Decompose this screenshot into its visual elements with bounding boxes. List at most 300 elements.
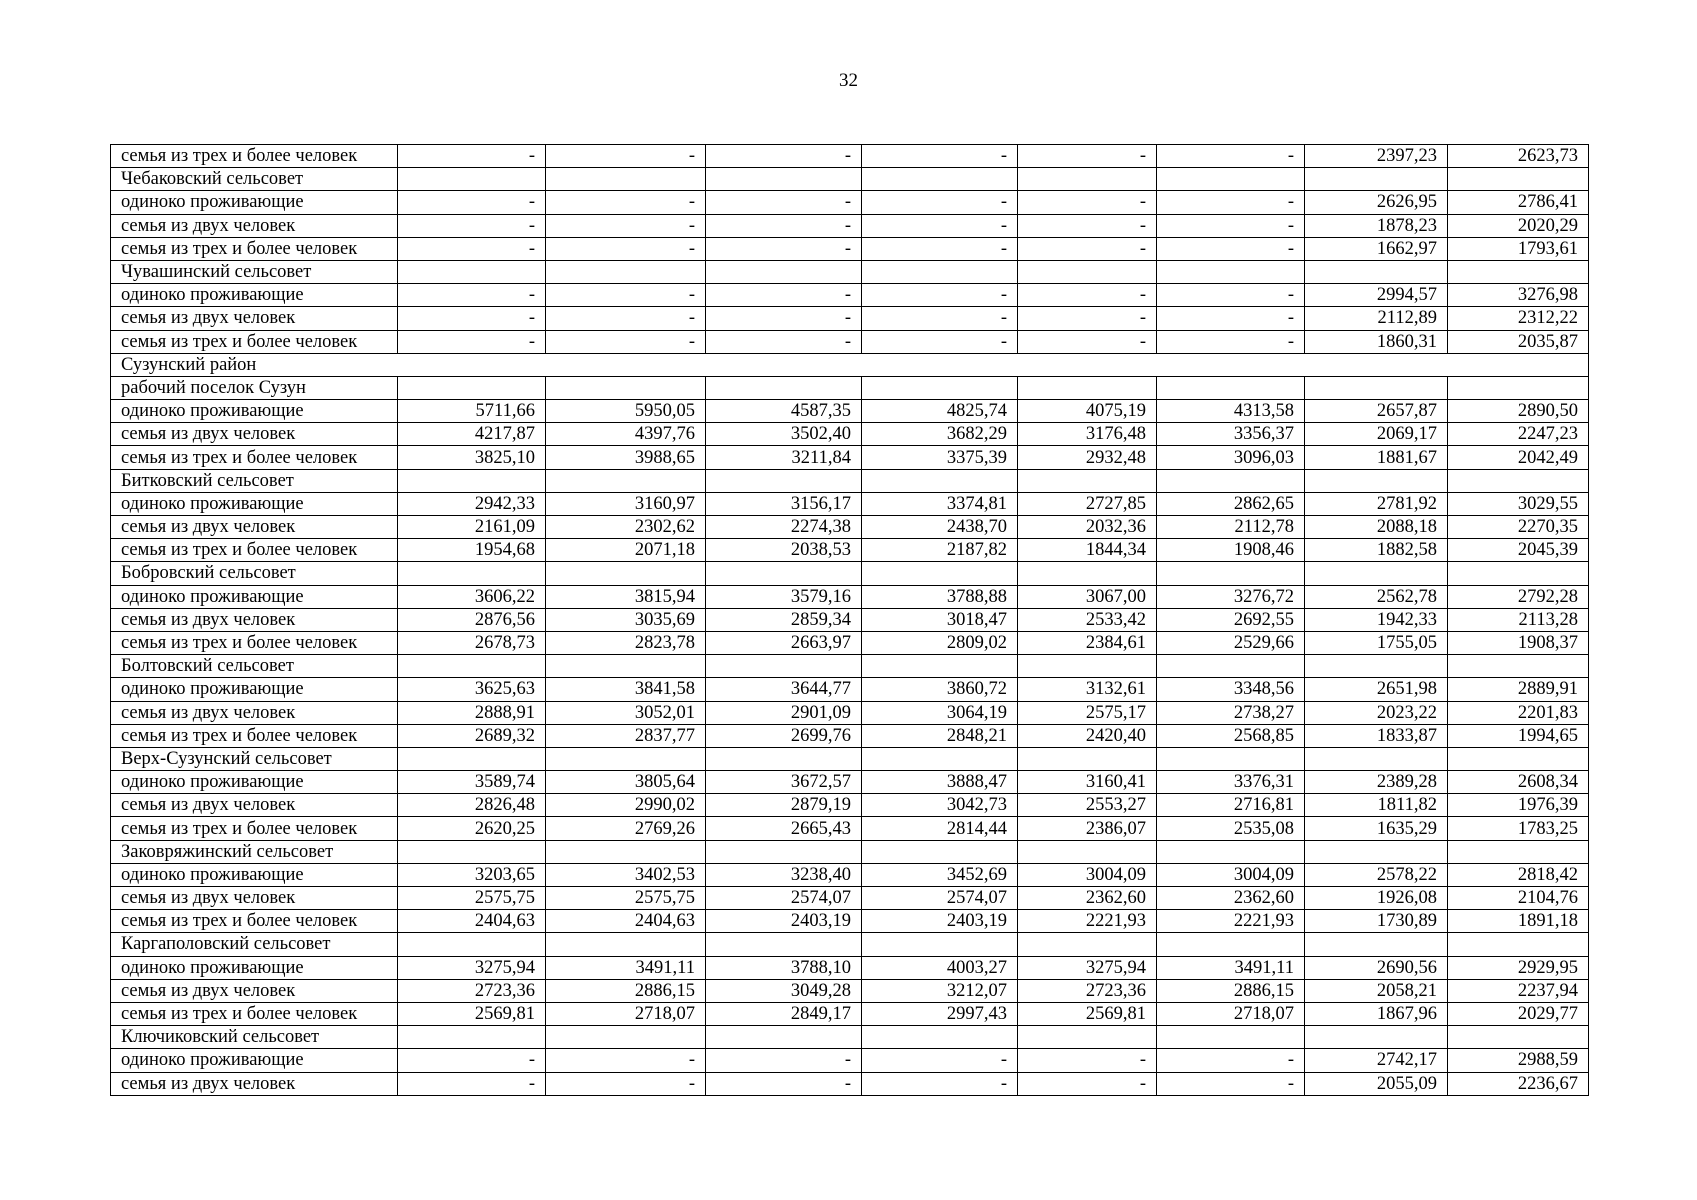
value-cell: -	[862, 237, 1018, 260]
value-cell: 2837,77	[546, 724, 706, 747]
value-cell: 2809,02	[862, 631, 1018, 654]
value-cell: 2045,39	[1448, 539, 1589, 562]
value-cell: 2879,19	[706, 794, 862, 817]
table-row	[111, 168, 1589, 191]
value-cell: 3356,37	[1157, 423, 1305, 446]
value-cell: 3052,01	[546, 701, 706, 724]
value-cell: 1881,67	[1305, 446, 1448, 469]
value-cell: 2113,28	[1448, 608, 1589, 631]
value-cell: -	[706, 284, 862, 307]
value-cell: 4313,58	[1157, 400, 1305, 423]
value-cell	[546, 562, 706, 585]
value-cell: -	[1018, 237, 1157, 260]
value-cell	[1305, 933, 1448, 956]
value-cell	[1157, 747, 1305, 770]
value-cell: -	[706, 145, 862, 168]
value-cell	[398, 376, 546, 399]
row-label: Сузунский район	[111, 353, 1589, 376]
row-label: семья из двух человек	[111, 516, 398, 539]
value-cell: -	[862, 145, 1018, 168]
value-cell: 2886,15	[546, 979, 706, 1002]
value-cell	[546, 933, 706, 956]
value-cell: 3825,10	[398, 446, 546, 469]
value-cell: 2859,34	[706, 608, 862, 631]
value-cell	[1157, 260, 1305, 283]
value-cell: -	[398, 307, 546, 330]
table-row	[111, 817, 1589, 840]
value-cell	[398, 747, 546, 770]
table-row	[111, 446, 1589, 469]
value-cell: 2187,82	[862, 539, 1018, 562]
table-row	[111, 400, 1589, 423]
table-row	[111, 353, 1589, 376]
row-label: семья из трех и более человек	[111, 910, 398, 933]
value-cell: 3035,69	[546, 608, 706, 631]
value-cell: 2112,78	[1157, 516, 1305, 539]
value-cell: 2438,70	[862, 516, 1018, 539]
value-cell: 2533,42	[1018, 608, 1157, 631]
value-cell: 3067,00	[1018, 585, 1157, 608]
value-cell	[1305, 1026, 1448, 1049]
value-cell	[706, 655, 862, 678]
value-cell: 3682,29	[862, 423, 1018, 446]
value-cell: 2575,75	[398, 887, 546, 910]
value-cell	[1018, 933, 1157, 956]
value-cell: 3004,09	[1157, 863, 1305, 886]
value-cell: 2786,41	[1448, 191, 1589, 214]
value-cell: 2042,49	[1448, 446, 1589, 469]
table-row	[111, 1002, 1589, 1025]
value-cell: 1811,82	[1305, 794, 1448, 817]
value-cell	[1018, 168, 1157, 191]
value-cell: 2692,55	[1157, 608, 1305, 631]
value-cell	[1305, 562, 1448, 585]
value-cell: 2699,76	[706, 724, 862, 747]
value-cell	[862, 1026, 1018, 1049]
value-cell: 2029,77	[1448, 1002, 1589, 1025]
table-row	[111, 771, 1589, 794]
value-cell: -	[706, 1049, 862, 1072]
value-cell: 3049,28	[706, 979, 862, 1002]
value-cell	[1018, 260, 1157, 283]
value-cell: -	[862, 330, 1018, 353]
table-row	[111, 933, 1589, 956]
value-cell: 4003,27	[862, 956, 1018, 979]
value-cell: 1942,33	[1305, 608, 1448, 631]
value-cell: -	[1157, 307, 1305, 330]
value-cell: 2386,07	[1018, 817, 1157, 840]
value-cell	[706, 933, 862, 956]
value-cell: 2104,76	[1448, 887, 1589, 910]
row-label: семья из трех и более человек	[111, 1002, 398, 1025]
table-row	[111, 423, 1589, 446]
value-cell: -	[862, 307, 1018, 330]
value-cell: 3029,55	[1448, 492, 1589, 515]
value-cell: -	[862, 1072, 1018, 1095]
value-cell: 2876,56	[398, 608, 546, 631]
value-cell: 3815,94	[546, 585, 706, 608]
value-cell	[862, 840, 1018, 863]
value-cell: 3452,69	[862, 863, 1018, 886]
row-label: одиноко проживающие	[111, 1049, 398, 1072]
value-cell: 1662,97	[1305, 237, 1448, 260]
value-cell: 2890,50	[1448, 400, 1589, 423]
value-cell: 3888,47	[862, 771, 1018, 794]
row-label: семья из двух человек	[111, 887, 398, 910]
row-label: семья из двух человек	[111, 794, 398, 817]
value-cell: 3672,57	[706, 771, 862, 794]
value-cell: 3376,31	[1157, 771, 1305, 794]
value-cell: 3096,03	[1157, 446, 1305, 469]
value-cell: 2723,36	[1018, 979, 1157, 1002]
value-cell	[1157, 562, 1305, 585]
value-cell: 4217,87	[398, 423, 546, 446]
value-cell	[1305, 376, 1448, 399]
value-cell	[862, 376, 1018, 399]
value-cell: 1908,46	[1157, 539, 1305, 562]
value-cell: 2032,36	[1018, 516, 1157, 539]
value-cell: 2535,08	[1157, 817, 1305, 840]
value-cell: 2403,19	[706, 910, 862, 933]
table-row	[111, 655, 1589, 678]
value-cell	[398, 469, 546, 492]
table-row	[111, 701, 1589, 724]
value-cell	[1448, 469, 1589, 492]
value-cell	[546, 260, 706, 283]
value-cell	[398, 655, 546, 678]
value-cell: -	[398, 191, 546, 214]
table-row	[111, 863, 1589, 886]
value-cell: 2020,29	[1448, 214, 1589, 237]
value-cell: 2620,25	[398, 817, 546, 840]
value-cell: 5950,05	[546, 400, 706, 423]
row-label: семья из трех и более человек	[111, 446, 398, 469]
row-label: одиноко проживающие	[111, 585, 398, 608]
table-row	[111, 376, 1589, 399]
row-label: Чувашинский сельсовет	[111, 260, 398, 283]
value-cell	[1448, 1026, 1589, 1049]
value-cell	[1448, 747, 1589, 770]
value-cell: 2716,81	[1157, 794, 1305, 817]
value-cell: -	[1018, 284, 1157, 307]
value-cell: 3491,11	[546, 956, 706, 979]
value-cell	[862, 747, 1018, 770]
value-cell: 2274,38	[706, 516, 862, 539]
value-cell: 2055,09	[1305, 1072, 1448, 1095]
value-cell	[1448, 562, 1589, 585]
value-cell: -	[706, 307, 862, 330]
value-cell: -	[1018, 145, 1157, 168]
row-label: одиноко проживающие	[111, 191, 398, 214]
value-cell: 2112,89	[1305, 307, 1448, 330]
value-cell: 2529,66	[1157, 631, 1305, 654]
value-cell	[1018, 562, 1157, 585]
row-label: одиноко проживающие	[111, 956, 398, 979]
value-cell	[1448, 168, 1589, 191]
value-cell	[398, 260, 546, 283]
value-cell: 1976,39	[1448, 794, 1589, 817]
value-cell	[398, 933, 546, 956]
value-cell: -	[706, 330, 862, 353]
value-cell: 2071,18	[546, 539, 706, 562]
table-row	[111, 724, 1589, 747]
value-cell: 2270,35	[1448, 516, 1589, 539]
value-cell: -	[546, 214, 706, 237]
table-row	[111, 956, 1589, 979]
table-row	[111, 539, 1589, 562]
value-cell	[398, 168, 546, 191]
table-row	[111, 887, 1589, 910]
value-cell: 3788,10	[706, 956, 862, 979]
value-cell: 2889,91	[1448, 678, 1589, 701]
table-row	[111, 631, 1589, 654]
value-cell: -	[1018, 330, 1157, 353]
value-cell	[1157, 840, 1305, 863]
page-number: 32	[839, 70, 858, 91]
value-cell: 3132,61	[1018, 678, 1157, 701]
row-label: семья из двух человек	[111, 214, 398, 237]
value-cell	[1157, 933, 1305, 956]
value-cell: 4075,19	[1018, 400, 1157, 423]
table-row	[111, 1049, 1589, 1072]
value-cell: 2236,67	[1448, 1072, 1589, 1095]
value-cell	[546, 840, 706, 863]
value-cell	[546, 655, 706, 678]
row-label: Ключиковский сельсовет	[111, 1026, 398, 1049]
value-cell	[1448, 933, 1589, 956]
table-row	[111, 678, 1589, 701]
value-cell: 2678,73	[398, 631, 546, 654]
value-cell: 1783,25	[1448, 817, 1589, 840]
row-label: семья из трех и более человек	[111, 330, 398, 353]
value-cell	[398, 840, 546, 863]
value-cell: 3211,84	[706, 446, 862, 469]
value-cell: 1833,87	[1305, 724, 1448, 747]
value-cell: 3644,77	[706, 678, 862, 701]
value-cell: 2823,78	[546, 631, 706, 654]
value-cell	[1157, 376, 1305, 399]
value-cell	[1305, 469, 1448, 492]
value-cell: 3860,72	[862, 678, 1018, 701]
value-cell: 2237,94	[1448, 979, 1589, 1002]
value-cell: 2901,09	[706, 701, 862, 724]
value-cell: -	[1018, 1049, 1157, 1072]
value-cell: 2384,61	[1018, 631, 1157, 654]
value-cell: 2723,36	[398, 979, 546, 1002]
table-row	[111, 794, 1589, 817]
value-cell: 2742,17	[1305, 1049, 1448, 1072]
value-cell: 3042,73	[862, 794, 1018, 817]
row-label: семья из двух человек	[111, 608, 398, 631]
value-cell: 3841,58	[546, 678, 706, 701]
value-cell: 2568,85	[1157, 724, 1305, 747]
value-cell: 3988,65	[546, 446, 706, 469]
value-cell: 2420,40	[1018, 724, 1157, 747]
value-cell	[1157, 469, 1305, 492]
value-cell: 2035,87	[1448, 330, 1589, 353]
value-cell: 2718,07	[1157, 1002, 1305, 1025]
value-cell: 2663,97	[706, 631, 862, 654]
value-cell: -	[398, 1072, 546, 1095]
value-cell: 2038,53	[706, 539, 862, 562]
row-label: семья из двух человек	[111, 423, 398, 446]
table-row	[111, 585, 1589, 608]
value-cell	[706, 260, 862, 283]
value-cell: 3160,97	[546, 492, 706, 515]
value-cell	[862, 260, 1018, 283]
table-row	[111, 516, 1589, 539]
value-cell: 4587,35	[706, 400, 862, 423]
value-cell: 3160,41	[1018, 771, 1157, 794]
value-cell: -	[546, 145, 706, 168]
value-cell: 3018,47	[862, 608, 1018, 631]
value-cell: 2997,43	[862, 1002, 1018, 1025]
value-cell: 2221,93	[1157, 910, 1305, 933]
row-label: Бобровский сельсовет	[111, 562, 398, 585]
value-cell: -	[706, 1072, 862, 1095]
value-cell	[546, 747, 706, 770]
table-row	[111, 608, 1589, 631]
value-cell	[1305, 655, 1448, 678]
value-cell: 2562,78	[1305, 585, 1448, 608]
value-cell: 2988,59	[1448, 1049, 1589, 1072]
value-cell	[1305, 168, 1448, 191]
value-cell: 1755,05	[1305, 631, 1448, 654]
value-cell: 2826,48	[398, 794, 546, 817]
value-cell	[1018, 1026, 1157, 1049]
value-cell	[546, 1026, 706, 1049]
value-cell: 3156,17	[706, 492, 862, 515]
value-cell	[1305, 260, 1448, 283]
value-cell: 2849,17	[706, 1002, 862, 1025]
value-cell: 2994,57	[1305, 284, 1448, 307]
value-cell	[1448, 655, 1589, 678]
table-row	[111, 469, 1589, 492]
value-cell: 2312,22	[1448, 307, 1589, 330]
row-label: семья из двух человек	[111, 1072, 398, 1095]
value-cell	[1157, 1026, 1305, 1049]
value-cell	[546, 376, 706, 399]
value-cell: 1994,65	[1448, 724, 1589, 747]
value-cell: -	[546, 1072, 706, 1095]
value-cell: 2718,07	[546, 1002, 706, 1025]
value-cell: 2575,17	[1018, 701, 1157, 724]
value-cell: -	[1157, 214, 1305, 237]
value-cell: 2161,09	[398, 516, 546, 539]
row-label: семья из трех и более человек	[111, 145, 398, 168]
value-cell: 3004,09	[1018, 863, 1157, 886]
table-row	[111, 979, 1589, 1002]
value-cell: 3176,48	[1018, 423, 1157, 446]
value-cell: 3212,07	[862, 979, 1018, 1002]
table-row	[111, 260, 1589, 283]
value-cell: -	[1157, 330, 1305, 353]
value-cell: 4397,76	[546, 423, 706, 446]
value-cell: 2397,23	[1305, 145, 1448, 168]
value-cell: 2088,18	[1305, 516, 1448, 539]
value-cell: 2389,28	[1305, 771, 1448, 794]
value-cell: 3375,39	[862, 446, 1018, 469]
value-cell: -	[1157, 237, 1305, 260]
value-cell: 2302,62	[546, 516, 706, 539]
value-cell: 2403,19	[862, 910, 1018, 933]
value-cell: -	[546, 284, 706, 307]
value-cell: 3374,81	[862, 492, 1018, 515]
row-label: одиноко проживающие	[111, 678, 398, 701]
value-cell: 3606,22	[398, 585, 546, 608]
value-cell	[862, 469, 1018, 492]
value-cell	[1305, 840, 1448, 863]
value-cell: 2201,83	[1448, 701, 1589, 724]
value-cell: 2792,28	[1448, 585, 1589, 608]
value-cell: -	[398, 330, 546, 353]
tariff-table	[110, 144, 1589, 1096]
row-label: семья из трех и более человек	[111, 539, 398, 562]
value-cell: -	[1157, 191, 1305, 214]
value-cell: 3276,72	[1157, 585, 1305, 608]
value-cell: 2058,21	[1305, 979, 1448, 1002]
value-cell: 2404,63	[398, 910, 546, 933]
value-cell	[1157, 655, 1305, 678]
value-cell	[1018, 376, 1157, 399]
value-cell: 3064,19	[862, 701, 1018, 724]
value-cell: 2553,27	[1018, 794, 1157, 817]
value-cell: -	[398, 145, 546, 168]
value-cell: 2886,15	[1157, 979, 1305, 1002]
value-cell: 2990,02	[546, 794, 706, 817]
value-cell	[862, 933, 1018, 956]
row-label: одиноко проживающие	[111, 492, 398, 515]
value-cell	[706, 376, 862, 399]
value-cell: 2247,23	[1448, 423, 1589, 446]
value-cell: 2657,87	[1305, 400, 1448, 423]
value-cell	[546, 469, 706, 492]
value-cell: 3275,94	[398, 956, 546, 979]
value-cell: 2814,44	[862, 817, 1018, 840]
value-cell: -	[398, 237, 546, 260]
value-cell: 2665,43	[706, 817, 862, 840]
value-cell: -	[1018, 214, 1157, 237]
value-cell: 2362,60	[1157, 887, 1305, 910]
value-cell: 1867,96	[1305, 1002, 1448, 1025]
value-cell: 1635,29	[1305, 817, 1448, 840]
value-cell: 2362,60	[1018, 887, 1157, 910]
value-cell: -	[862, 284, 1018, 307]
value-cell: 5711,66	[398, 400, 546, 423]
value-cell: -	[1157, 1049, 1305, 1072]
value-cell	[1157, 168, 1305, 191]
value-cell	[862, 168, 1018, 191]
row-label: семья из трех и более человек	[111, 724, 398, 747]
row-label: семья из двух человек	[111, 307, 398, 330]
table-row	[111, 747, 1589, 770]
value-cell: 2690,56	[1305, 956, 1448, 979]
value-cell: 2929,95	[1448, 956, 1589, 979]
value-cell: 3276,98	[1448, 284, 1589, 307]
value-cell: 2623,73	[1448, 145, 1589, 168]
value-cell: -	[398, 1049, 546, 1072]
value-cell: -	[862, 1049, 1018, 1072]
table-row	[111, 145, 1589, 168]
table-row	[111, 562, 1589, 585]
value-cell: -	[1018, 1072, 1157, 1095]
table-row	[111, 910, 1589, 933]
value-cell: 3589,74	[398, 771, 546, 794]
value-cell: -	[1157, 145, 1305, 168]
row-label: семья из трех и более человек	[111, 631, 398, 654]
value-cell: 3238,40	[706, 863, 862, 886]
value-cell: -	[546, 330, 706, 353]
